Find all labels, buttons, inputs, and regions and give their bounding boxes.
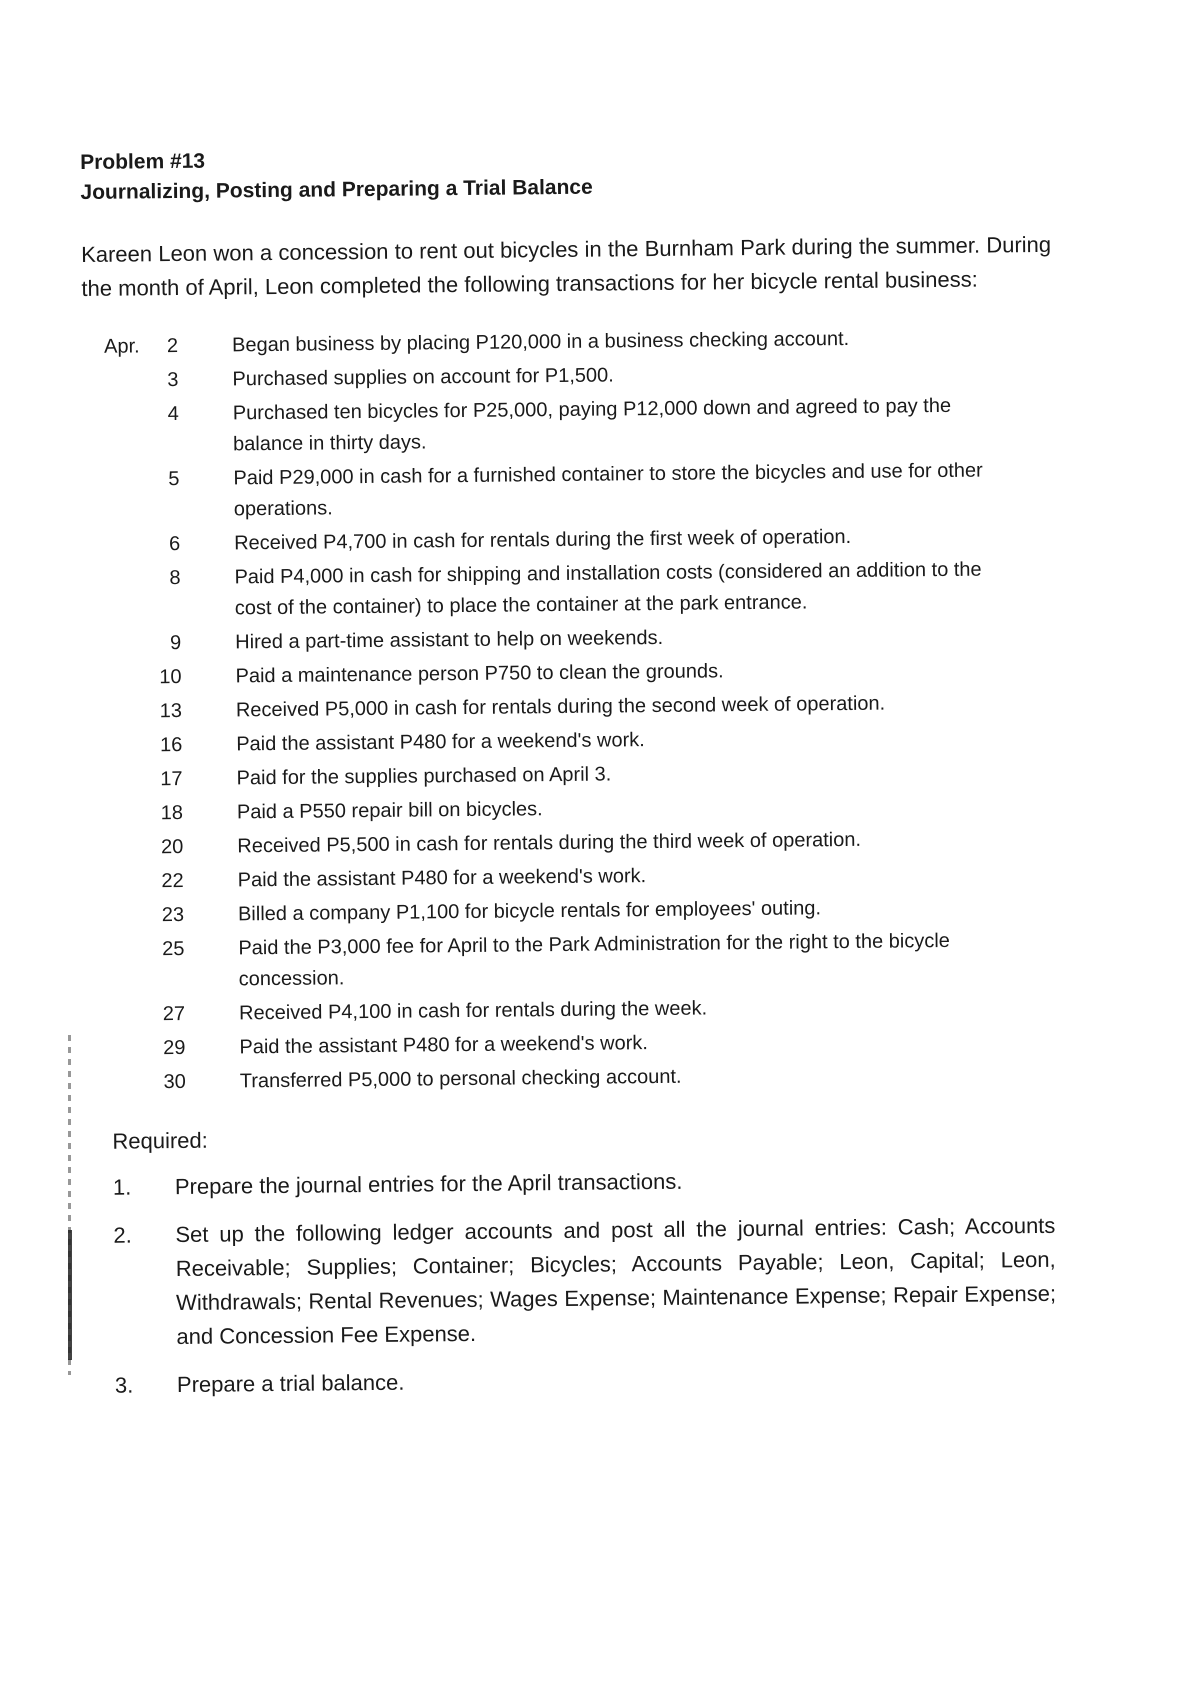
- transaction-day: 27: [162, 1002, 186, 1026]
- transaction-day: 2: [166, 334, 179, 358]
- transaction-description: Paid the assistant P480 for a weekend's work.: [237, 865, 647, 892]
- transaction-row: [83, 455, 1074, 527]
- required-item-number: 1.: [112, 1174, 132, 1200]
- transaction-day: 25: [162, 937, 185, 961]
- transaction-row: [83, 390, 1074, 462]
- transaction-list: [82, 322, 1080, 1099]
- required-label: Required:: [112, 1127, 208, 1154]
- transaction-day: 16: [159, 733, 183, 757]
- transaction-description: Received P5,000 in cash for rentals during the second week of operation.: [235, 692, 886, 722]
- transaction-day: 22: [161, 869, 184, 893]
- problem-title: Journalizing, Posting and Preparing a Trial Balance: [80, 175, 593, 204]
- required-item-number: 3.: [114, 1372, 134, 1398]
- transaction-description: Received P4,700 in cash for rentals during the first week of operation.: [234, 525, 852, 555]
- transaction-description: Paid the assistant P480 for a weekend's work.: [239, 1032, 649, 1059]
- transaction-description: Paid the P3,000 fee for April to the Park Administration for the right to the bicycle concession.: [238, 929, 950, 991]
- transaction-day: 20: [160, 835, 184, 859]
- transaction-day: 10: [159, 665, 182, 689]
- required-item-number: 2.: [113, 1222, 132, 1248]
- transaction-description: Paid the assistant P480 for a weekend's work.: [236, 729, 645, 756]
- transaction-description: Paid P29,000 in cash for a furnished container to store the bicycles and use for other operations.: [233, 459, 983, 521]
- problem-number: Problem #13: [80, 149, 206, 174]
- transaction-day: 23: [161, 903, 185, 927]
- transaction-description: Billed a company P1,100 for bicycle rentals for employees' outing.: [237, 897, 822, 926]
- required-item-text: Prepare the journal entries for the April transactions.: [174, 1168, 683, 1200]
- scan-margin-mark-dark: [68, 1230, 72, 1360]
- required-list: [91, 1161, 1083, 1403]
- transaction-day: 17: [160, 767, 183, 791]
- transaction-description: Purchased ten bicycles for P25,000, paying P12,000 down and agreed to pay the balance in thirty days.: [232, 394, 952, 456]
- transaction-day: 8: [169, 566, 181, 590]
- transaction-description: Paid P4,000 in cash for shipping and installation costs (considered an addition to the cost of the container) to place the container at the park entrance.: [234, 558, 982, 620]
- transaction-description: Received P5,500 in cash for rentals during the third week of operation.: [237, 828, 862, 858]
- transaction-day: 13: [159, 699, 183, 723]
- transaction-day: 9: [169, 631, 182, 655]
- required-item: [115, 1359, 1057, 1403]
- transaction-description: Transferred P5,000 to personal checking account.: [239, 1065, 682, 1093]
- transaction-description: Received P4,100 in cash for rentals during the week.: [238, 997, 708, 1025]
- transaction-day: 5: [168, 467, 180, 491]
- transaction-description: Paid for the supplies purchased on April 3.: [236, 763, 612, 790]
- transaction-row: [88, 925, 1079, 997]
- required-item-text: Prepare a trial balance.: [176, 1369, 405, 1398]
- transaction-day: 30: [163, 1070, 186, 1094]
- transaction-row: [84, 554, 1075, 626]
- transaction-description: Began business by placing P120,000 in a business checking account.: [231, 327, 850, 357]
- transaction-row: [90, 1058, 1080, 1099]
- transaction-description: Paid a P550 repair bill on bicycles.: [236, 798, 543, 824]
- transaction-description: Purchased supplies on account for P1,500.: [232, 364, 614, 391]
- required-item: [113, 1161, 1055, 1205]
- transaction-description: Hired a part-time assistant to help on weekends.: [235, 626, 664, 654]
- transaction-day: 29: [163, 1036, 186, 1060]
- transaction-description: Paid a maintenance person P750 to clean the grounds.: [235, 660, 724, 688]
- transaction-day: 6: [168, 532, 181, 556]
- intro-paragraph: Kareen Leon won a concession to rent out bicycles in the Burnham Park during the summer. During the month of April, Leon completed the following transactions for her bicycle rental business:: [80, 231, 1052, 301]
- transaction-day: 3: [167, 368, 179, 392]
- transaction-day: 4: [167, 402, 179, 426]
- month-label: Apr.: [103, 335, 140, 358]
- transaction-day: 18: [160, 801, 184, 825]
- required-item-text: Set up the following ledger accounts and post all the journal entries: Cash; Accounts Receivable; Supplies; Container; Bicycles; Accounts Payable; Leon, Capital; Leon, Withdrawals; Rental Revenues; Wages Expense; Maintenance Expense; Repair Expense; and Concession Fee Expense.: [175, 1212, 1057, 1350]
- problem-content: [80, 138, 1083, 1417]
- required-item: [113, 1209, 1056, 1355]
